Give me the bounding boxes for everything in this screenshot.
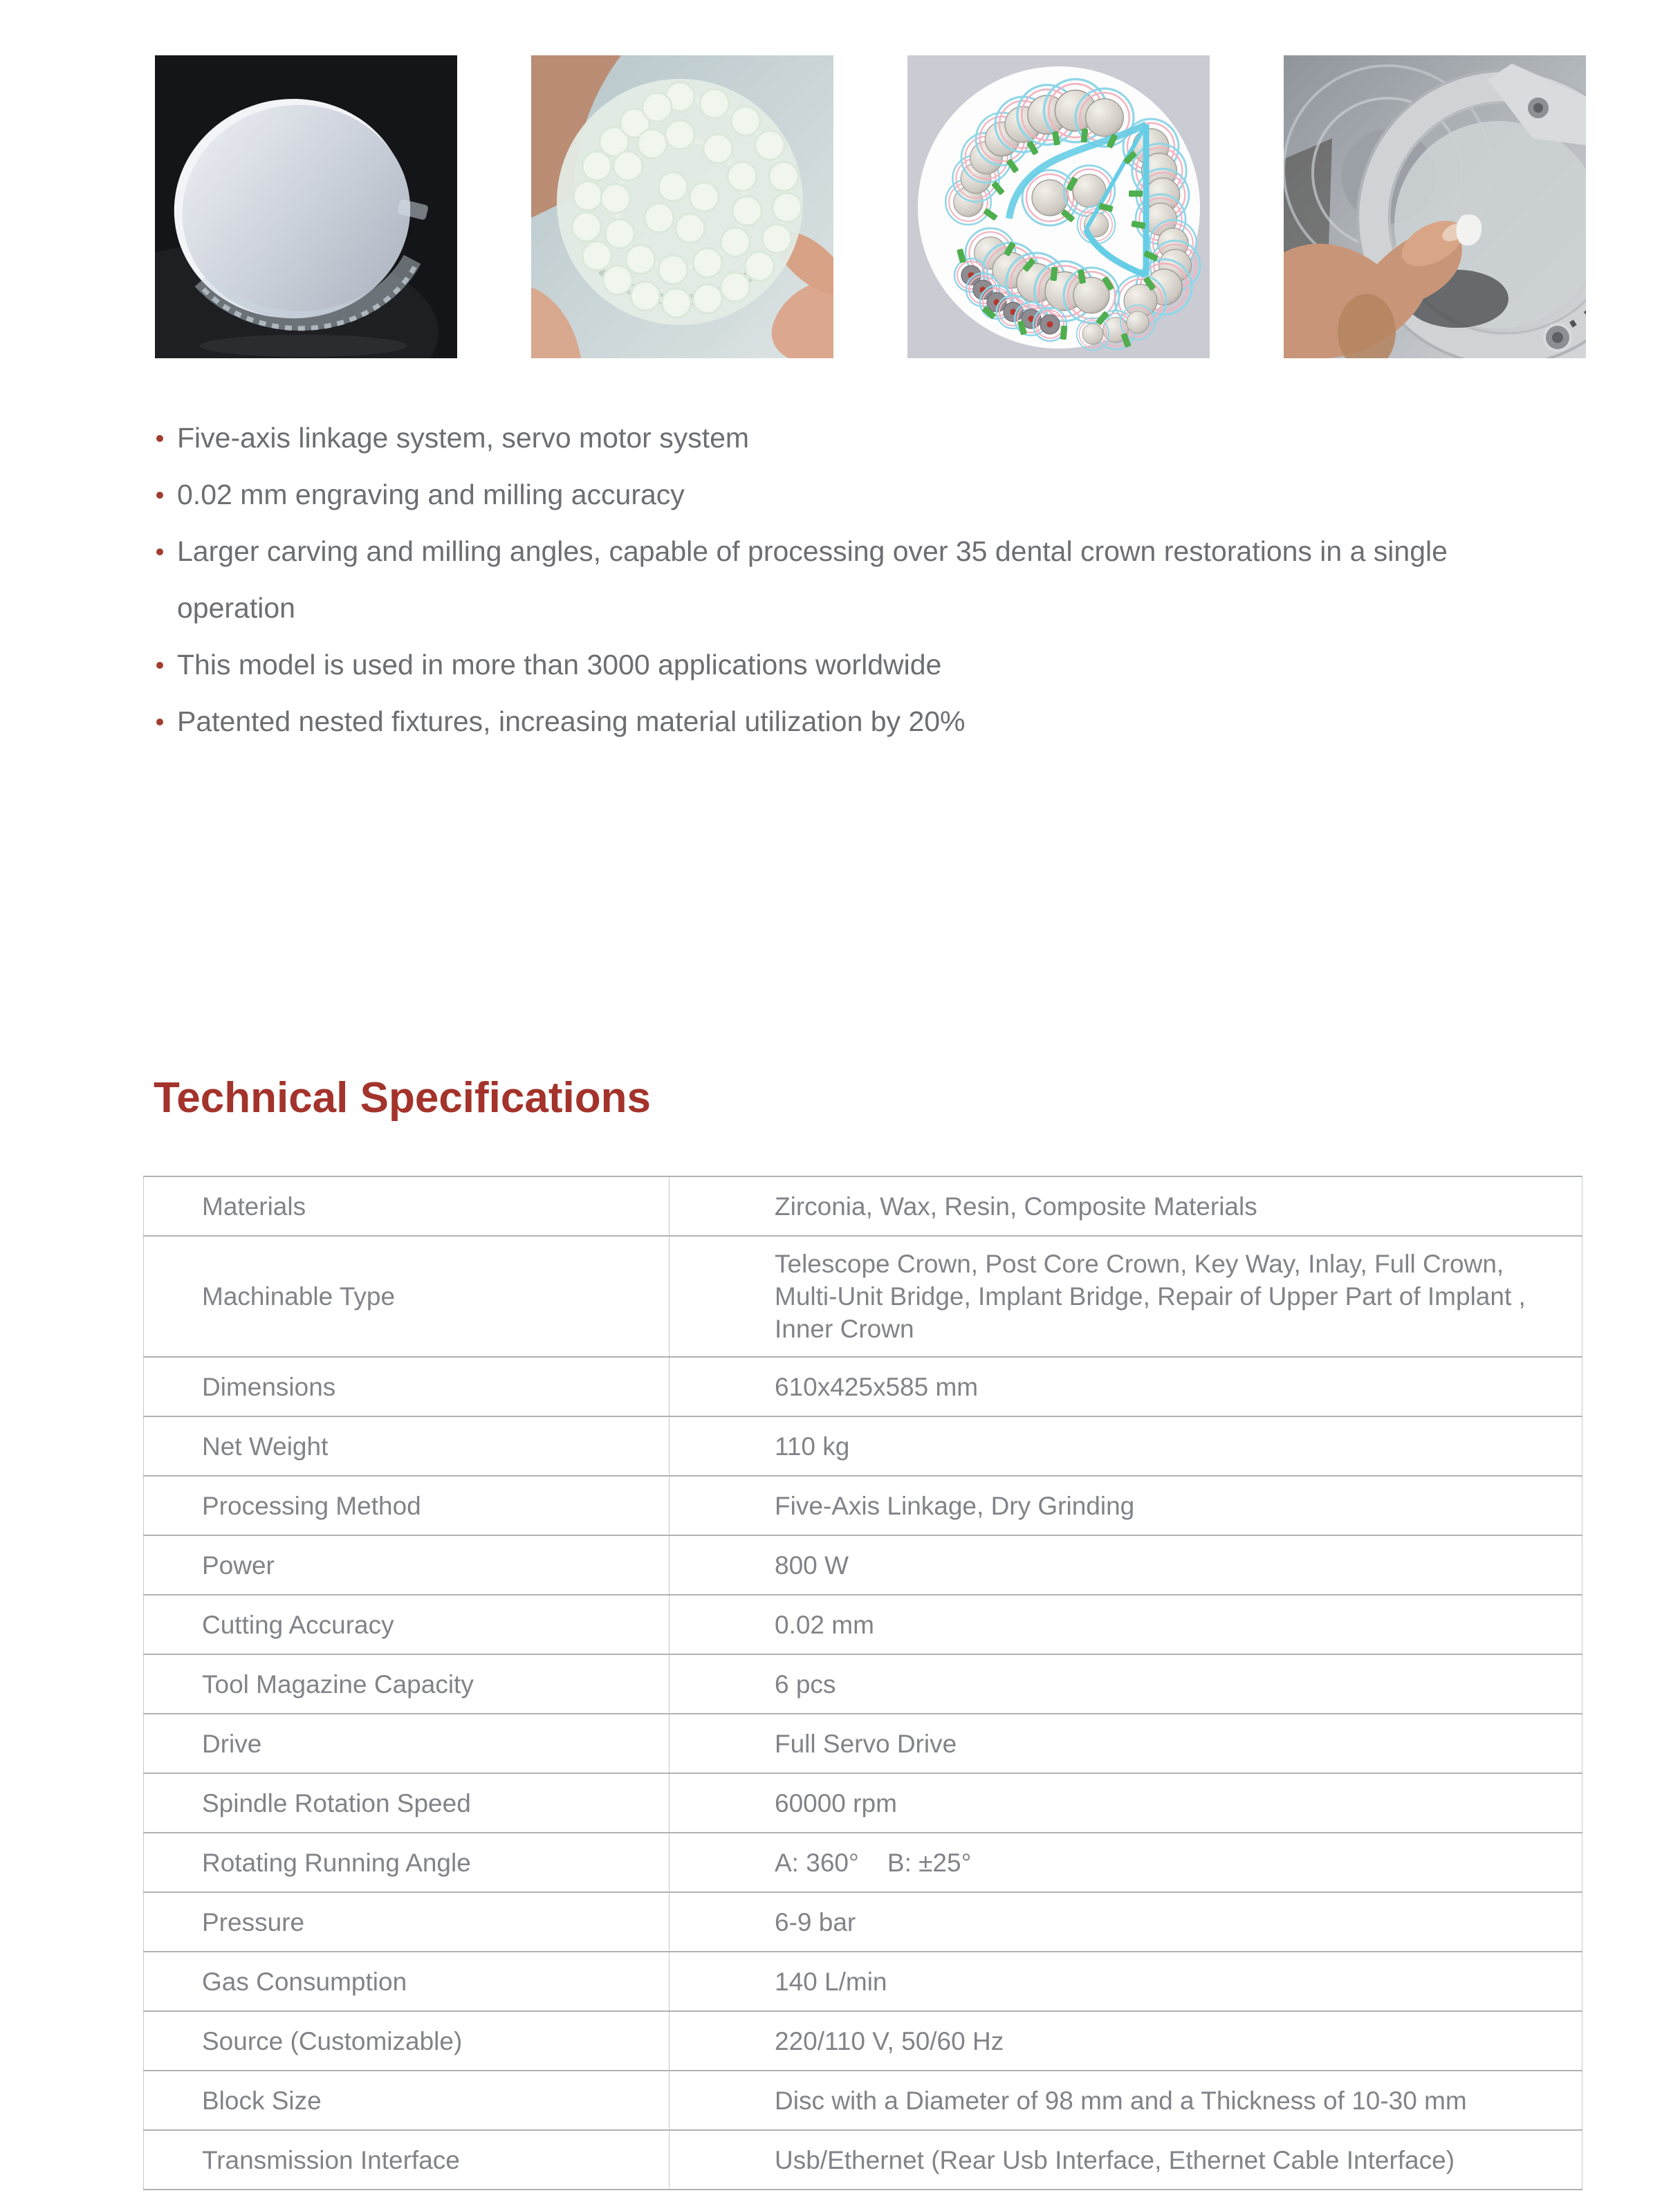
feature-text: 0.02 mm engraving and milling accuracy: [177, 479, 685, 510]
spec-row: [144, 1833, 1582, 1892]
spec-label: Transmission Interface: [144, 2130, 670, 2190]
spec-row: [144, 1535, 1582, 1595]
bullet-icon: [156, 548, 163, 555]
zirconia-disc-photo: [155, 55, 457, 358]
spec-value: 6 pcs: [670, 1654, 1582, 1714]
spec-row: [144, 2011, 1582, 2071]
milled-disc-photo: [531, 55, 833, 358]
spec-value: A: 360° B: ±25°: [670, 1833, 1582, 1892]
gallery-image-machine-fixture: [1284, 55, 1586, 358]
spec-value: Five-Axis Linkage, Dry Grinding: [670, 1476, 1582, 1535]
section-title: Technical Specifications: [154, 1074, 651, 1122]
spec-value: Full Servo Drive: [670, 1714, 1582, 1773]
spec-row: [144, 1357, 1582, 1416]
spec-value: 220/110 V, 50/60 Hz: [670, 2011, 1582, 2071]
feature-text: Patented nested fixtures, increasing material utilization by 20%: [177, 705, 966, 737]
spec-value: 6-9 bar: [670, 1892, 1582, 1952]
spec-label: Spindle Rotation Speed: [144, 1773, 670, 1833]
spec-row: [144, 1714, 1582, 1773]
spec-label: Tool Magazine Capacity: [144, 1654, 670, 1714]
spec-label: Block Size: [144, 2071, 670, 2130]
feature-text: Larger carving and milling angles, capable of processing over 35 dental crown restorations in a single operation: [177, 535, 1448, 624]
gallery-image-nesting-layout: [907, 55, 1210, 358]
spec-value: 610x425x585 mm: [670, 1357, 1582, 1416]
spec-label: Gas Consumption: [144, 1952, 670, 2011]
spec-row: [144, 1952, 1582, 2011]
machine-fixture-photo: [1284, 55, 1586, 358]
spec-label: Processing Method: [144, 1476, 670, 1535]
spec-row: [144, 1476, 1582, 1535]
spec-row: [144, 1654, 1582, 1714]
bullet-icon: [156, 662, 163, 669]
spec-label: Drive: [144, 1714, 670, 1773]
bullet-icon: [156, 435, 163, 442]
spec-label: Power: [144, 1535, 670, 1595]
feature-text: This model is used in more than 3000 applications worldwide: [177, 649, 942, 681]
feature-list: [155, 409, 1535, 750]
spec-label: Rotating Running Angle: [144, 1833, 670, 1892]
nesting-layout-diagram: [907, 55, 1210, 358]
spec-label: Machinable Type: [144, 1236, 670, 1357]
gallery-image-milled-disc: [531, 55, 833, 358]
spec-label: Materials: [144, 1176, 670, 1236]
spec-value: 60000 rpm: [670, 1773, 1582, 1833]
spec-label: Source (Customizable): [144, 2011, 670, 2071]
specs-table: [143, 1176, 1582, 2190]
spec-label: Pressure: [144, 1892, 670, 1952]
spec-value: 110 kg: [670, 1416, 1582, 1476]
spec-row: [144, 1416, 1582, 1476]
spec-row: [144, 1176, 1582, 1236]
spec-row: [144, 1236, 1582, 1357]
spec-value: 140 L/min: [670, 1952, 1582, 2011]
spec-value: Disc with a Diameter of 98 mm and a Thickness of 10-30 mm: [670, 2071, 1582, 2130]
feature-text: Five-axis linkage system, servo motor system: [177, 422, 750, 454]
spec-row: [144, 1773, 1582, 1833]
spec-value: 800 W: [670, 1535, 1582, 1595]
feature-item: [155, 636, 1535, 693]
bullet-icon: [156, 719, 163, 725]
product-gallery: [155, 55, 1586, 358]
spec-label: Cutting Accuracy: [144, 1595, 670, 1654]
feature-item: [155, 693, 1535, 750]
gallery-image-zirconia-disc: [155, 55, 457, 358]
spec-value: 0.02 mm: [670, 1595, 1582, 1654]
spec-label: Net Weight: [144, 1416, 670, 1476]
spec-label: Dimensions: [144, 1357, 670, 1416]
feature-item: [155, 466, 1535, 523]
spec-value: Telescope Crown, Post Core Crown, Key Way, Inlay, Full Crown, Multi-Unit Bridge, Implant Bridge, Repair of Upper Part of Implant , Inner Crown: [670, 1236, 1582, 1357]
feature-item: [155, 409, 1535, 466]
bullet-icon: [156, 492, 163, 499]
spec-row: [144, 1892, 1582, 1952]
spec-row: [144, 2071, 1582, 2130]
spec-row: [144, 2130, 1582, 2190]
feature-item: [155, 523, 1535, 636]
spec-value: Zirconia, Wax, Resin, Composite Materials: [670, 1176, 1582, 1236]
spec-row: [144, 1595, 1582, 1654]
spec-value: Usb/Ethernet (Rear Usb Interface, Ethernet Cable Interface): [670, 2130, 1582, 2190]
